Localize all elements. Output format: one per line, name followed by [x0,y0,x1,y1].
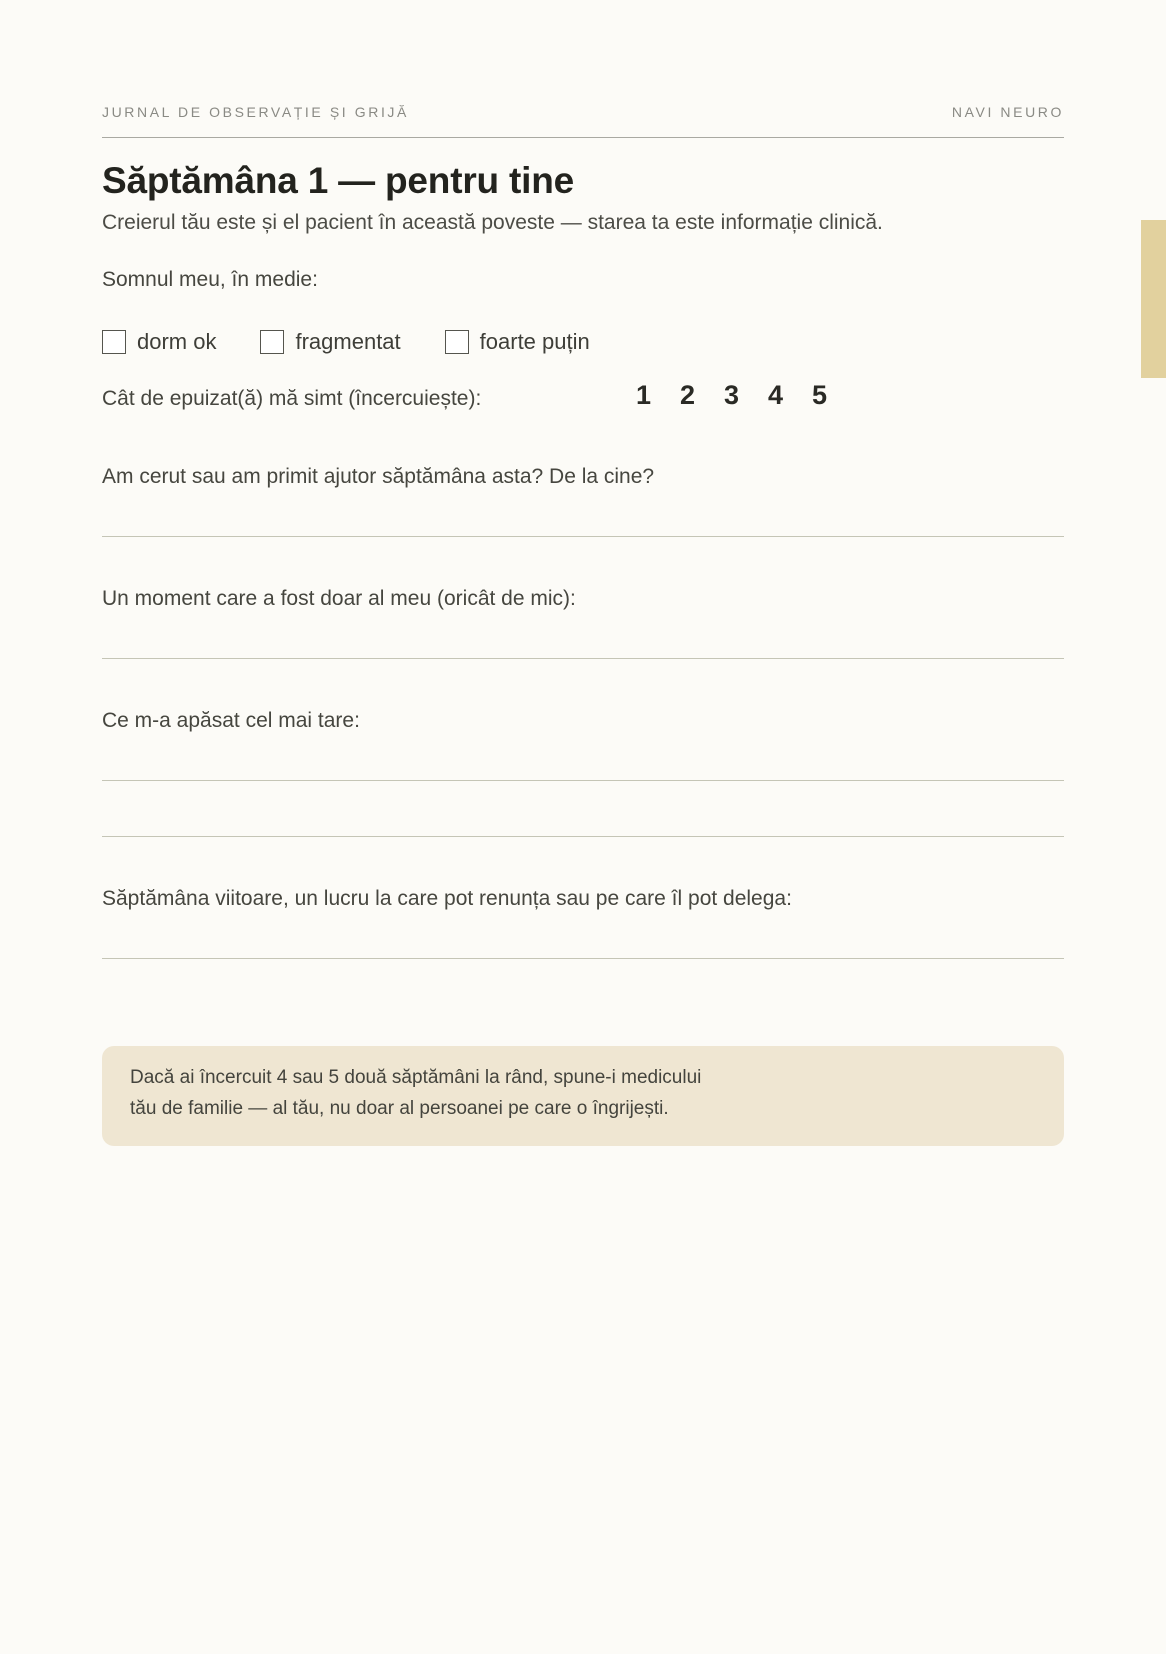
scale-value-4[interactable]: 4 [768,380,784,410]
page-header [102,104,1064,120]
sleep-option-label: foarte puțin [479,329,590,354]
help-question: Am cerut sau am primit ajutor săptămâna asta? De la cine? [102,465,655,488]
burden-answer-line-1[interactable] [102,780,1064,781]
sleep-options [102,329,634,355]
note-line-1: Dacă ai încercuit 4 sau 5 două săptămâni la rând, spune-i medicului [130,1067,702,1088]
sleep-option-fragmented[interactable] [260,329,400,355]
help-answer-line[interactable] [102,536,1064,537]
sleep-option-very-little[interactable] [445,329,590,355]
delegate-answer-line[interactable] [102,958,1064,959]
doctor-advice-note [102,1046,1064,1146]
section-tab [1141,220,1166,378]
burden-answer-line-2[interactable] [102,836,1064,837]
sleep-option-label: dorm ok [137,329,217,354]
checkbox[interactable] [445,330,469,354]
page-title: Săptămâna 1 — pentru tine [102,160,574,201]
page-subtitle: Creierul tău este și el pacient în această poveste — starea ta este informație clinică. [102,211,883,234]
scale-value-2[interactable]: 2 [680,380,696,410]
checkbox[interactable] [102,330,126,354]
header-brand: NAVI NEURO [951,104,1064,120]
sleep-option-label: fragmentat [295,329,401,354]
moment-answer-line[interactable] [102,658,1064,659]
header-journal-title: JURNAL DE OBSERVAȚIE ȘI GRIJĂ [102,104,409,120]
checkbox[interactable] [260,330,284,354]
exhaustion-label: Cât de epuizat(ă) mă simt (încercuiește): [102,387,482,410]
sleep-label: Somnul meu, în medie: [102,268,318,291]
exhaustion-scale [636,380,856,411]
delegate-question: Săptămâna viitoare, un lucru la care pot renunța sau pe care îl pot delega: [102,887,792,910]
note-line-2: tău de familie — al tău, nu doar al persoanei pe care o îngrijești. [130,1098,669,1119]
header-divider [102,137,1064,138]
scale-value-5[interactable]: 5 [812,380,828,410]
moment-question: Un moment care a fost doar al meu (oricât de mic): [102,587,576,610]
burden-question: Ce m-a apăsat cel mai tare: [102,709,360,732]
scale-value-3[interactable]: 3 [724,380,740,410]
sleep-option-ok[interactable] [102,329,216,355]
scale-value-1[interactable]: 1 [636,380,652,410]
